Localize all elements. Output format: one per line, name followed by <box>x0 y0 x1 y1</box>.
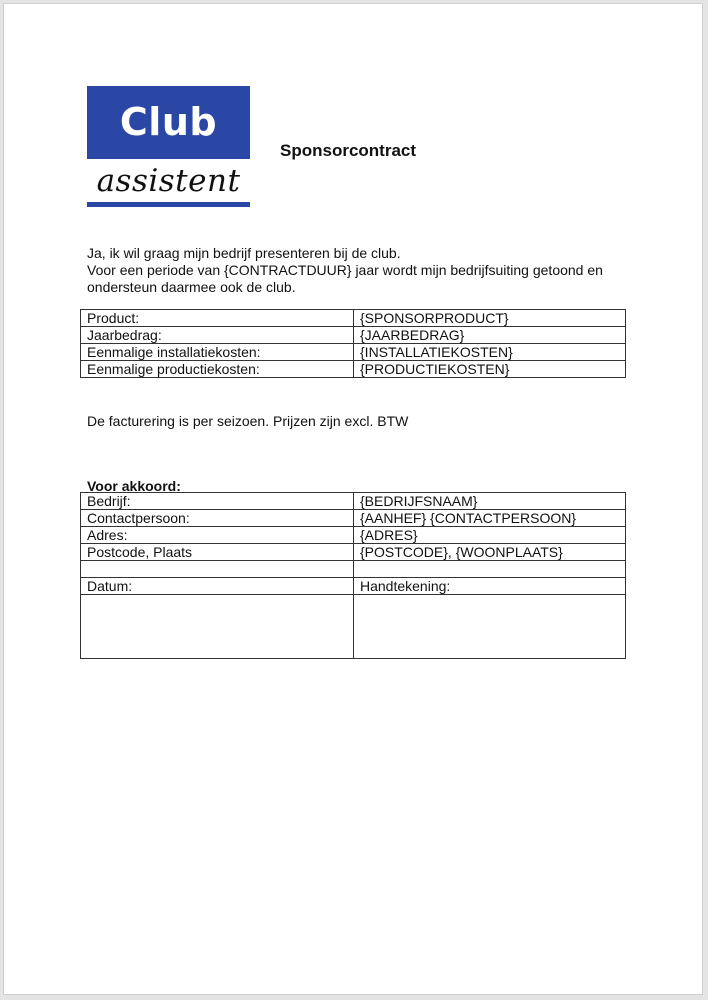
row-value: {JAARBEDRAG} <box>354 327 626 344</box>
agreement-heading: Voor akkoord: <box>87 478 181 494</box>
row-label: Bedrijf: <box>81 493 354 510</box>
row-label: Eenmalige installatiekosten: <box>81 344 354 361</box>
table-row <box>81 510 626 527</box>
row-value: {AANHEF} {CONTACTPERSOON} <box>354 510 626 527</box>
signoff-table <box>80 492 626 659</box>
blank-row <box>81 561 626 578</box>
signature-row <box>81 595 626 659</box>
logo-club-text: Club <box>87 86 250 159</box>
table-row <box>81 344 626 361</box>
table-row <box>81 493 626 510</box>
table-row <box>81 544 626 561</box>
date-field[interactable] <box>81 595 354 659</box>
row-label: Product: <box>81 310 354 327</box>
signature-field[interactable] <box>354 595 626 659</box>
document-title: Sponsorcontract <box>280 141 417 160</box>
signature-label: Handtekening: <box>354 578 626 595</box>
date-label: Datum: <box>81 578 354 595</box>
intro-line-1: Ja, ik wil graag mijn bedrijf presenteren bij de club. <box>87 245 401 261</box>
table-row <box>81 527 626 544</box>
row-label: Contactpersoon: <box>81 510 354 527</box>
document-page <box>3 3 703 995</box>
blank-cell <box>81 561 354 578</box>
row-value: {ADRES} <box>354 527 626 544</box>
row-value: {PRODUCTIEKOSTEN} <box>354 361 626 378</box>
signature-header-row <box>81 578 626 595</box>
billing-note: De facturering is per seizoen. Prijzen zijn excl. BTW <box>87 413 409 429</box>
row-value: {SPONSORPRODUCT} <box>354 310 626 327</box>
row-value: {POSTCODE}, {WOONPLAATS} <box>354 544 626 561</box>
row-label: Jaarbedrag: <box>81 327 354 344</box>
table-row <box>81 361 626 378</box>
blank-cell <box>354 561 626 578</box>
costs-table <box>80 309 626 378</box>
row-label: Eenmalige productiekosten: <box>81 361 354 378</box>
table-row <box>81 327 626 344</box>
table-row <box>81 310 626 327</box>
logo-assistent-text: assistent <box>96 163 241 199</box>
intro-line-2: Voor een periode van {CONTRACTDUUR} jaar wordt mijn bedrijfsuiting getoond en ondersteun daarmee ook de club. <box>87 262 603 295</box>
row-value: {INSTALLATIEKOSTEN} <box>354 344 626 361</box>
intro-text <box>87 245 647 296</box>
logo-underline <box>87 202 250 207</box>
row-label: Postcode, Plaats <box>81 544 354 561</box>
row-value: {BEDRIJFSNAAM} <box>354 493 626 510</box>
row-label: Adres: <box>81 527 354 544</box>
club-assistent-logo <box>87 86 250 209</box>
